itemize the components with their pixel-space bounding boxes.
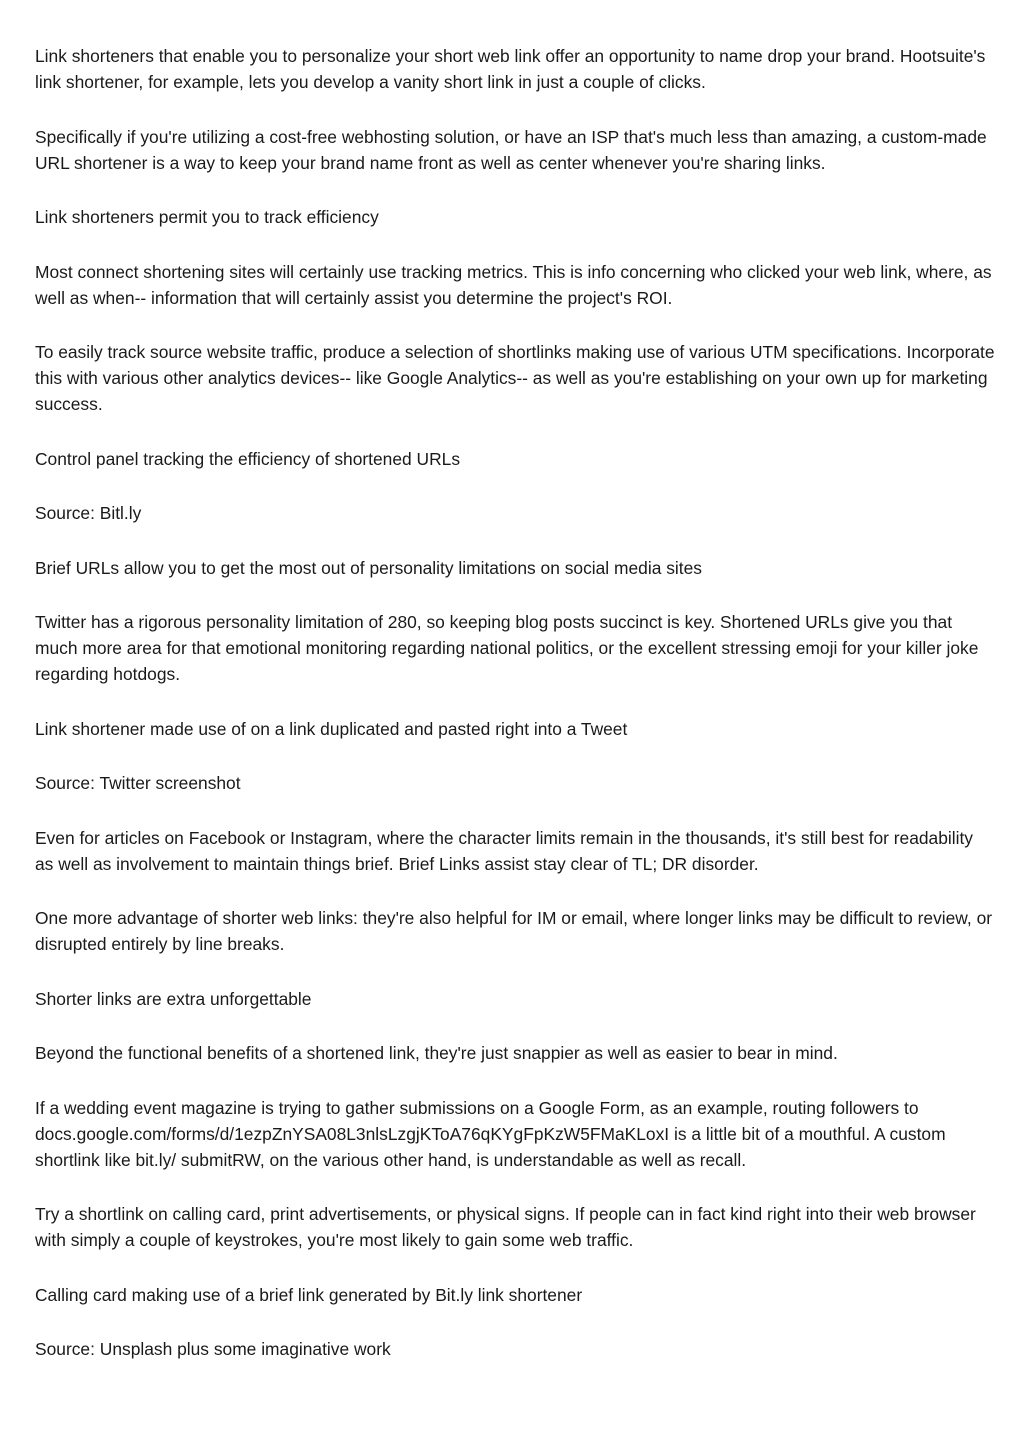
paragraph: Specifically if you're utilizing a cost-free webhosting solution, or have an ISP that's much less than amazing, a custom-made URL shortener is a way to keep your brand name front as well as center whenever you're sharing links.: [35, 126, 987, 173]
paragraph: Most connect shortening sites will certainly use tracking metrics. This is info concerning who clicked your web link, where, as well as when-- information that will certainly assist you determine the project's ROI.: [35, 261, 992, 308]
paragraph: Try a shortlink on calling card, print advertisements, or physical signs. If people can in fact kind right into their web browser with simply a couple of keystrokes, you're most likely to gain some web traffic.: [35, 1204, 976, 1250]
image-source: Source: Unsplash plus some imaginative work: [35, 1339, 391, 1359]
paragraph: Twitter has a rigorous personality limitation of 280, so keeping blog posts succinct is key. Shortened URLs give you that much more area for that emotional monitoring regarding national politics, or the excellent stressing emoji for your killer joke regarding hotdogs.: [35, 612, 979, 684]
image-source: Source: Twitter screenshot: [35, 773, 241, 793]
image-caption: Link shortener made use of on a link duplicated and pasted right into a Tweet: [35, 718, 628, 739]
section-heading: Shorter links are extra unforgettable: [35, 988, 312, 1009]
paragraph: To easily track source website traffic, produce a selection of shortlinks making use of various UTM specifications. Incorporate this with various other analytics devices-- like Google Analytics-- as well as you're establishing on your own up for marketing success.: [35, 342, 995, 414]
document-body: [35, 43, 995, 1391]
section-heading: Brief URLs allow you to get the most out of personality limitations on social media sites: [35, 557, 702, 578]
image-caption: Control panel tracking the efficiency of shortened URLs: [35, 448, 461, 469]
paragraph: Link shorteners that enable you to personalize your short web link offer an opportunity to name drop your brand. Hootsuite's link shortener, for example, lets you develop a vanity short link in just a couple of clicks.: [35, 46, 986, 92]
paragraph: Beyond the functional benefits of a shortened link, they're just snappier as well as easier to bear in mind.: [35, 1043, 838, 1063]
image-caption: Calling card making use of a brief link generated by Bit.ly link shortener: [35, 1284, 583, 1305]
section-heading: Link shorteners permit you to track efficiency: [35, 207, 379, 227]
paragraph: If a wedding event magazine is trying to gather submissions on a Google Form, as an example, routing followers to docs.google.com/forms/d/1ezpZnYSA08L3nlsLzgjKToA76qKYgFpKzW5FMaKLoxI is a little bit of a mouthful. A custom shortlink like bit.ly/ submitRW, on the various other hand, is understandable as well as recall.: [35, 1097, 946, 1170]
paragraph: Even for articles on Facebook or Instagram, where the character limits remain in the thousands, it's still best for readability as well as involvement to maintain things brief. Brief Links assist stay clear of TL; DR disorder.: [35, 827, 974, 874]
paragraph: One more advantage of shorter web links: they're also helpful for IM or email, where longer links may be difficult to review, or disrupted entirely by line breaks.: [35, 908, 993, 954]
image-source: Source: Bitl.ly: [35, 503, 142, 523]
